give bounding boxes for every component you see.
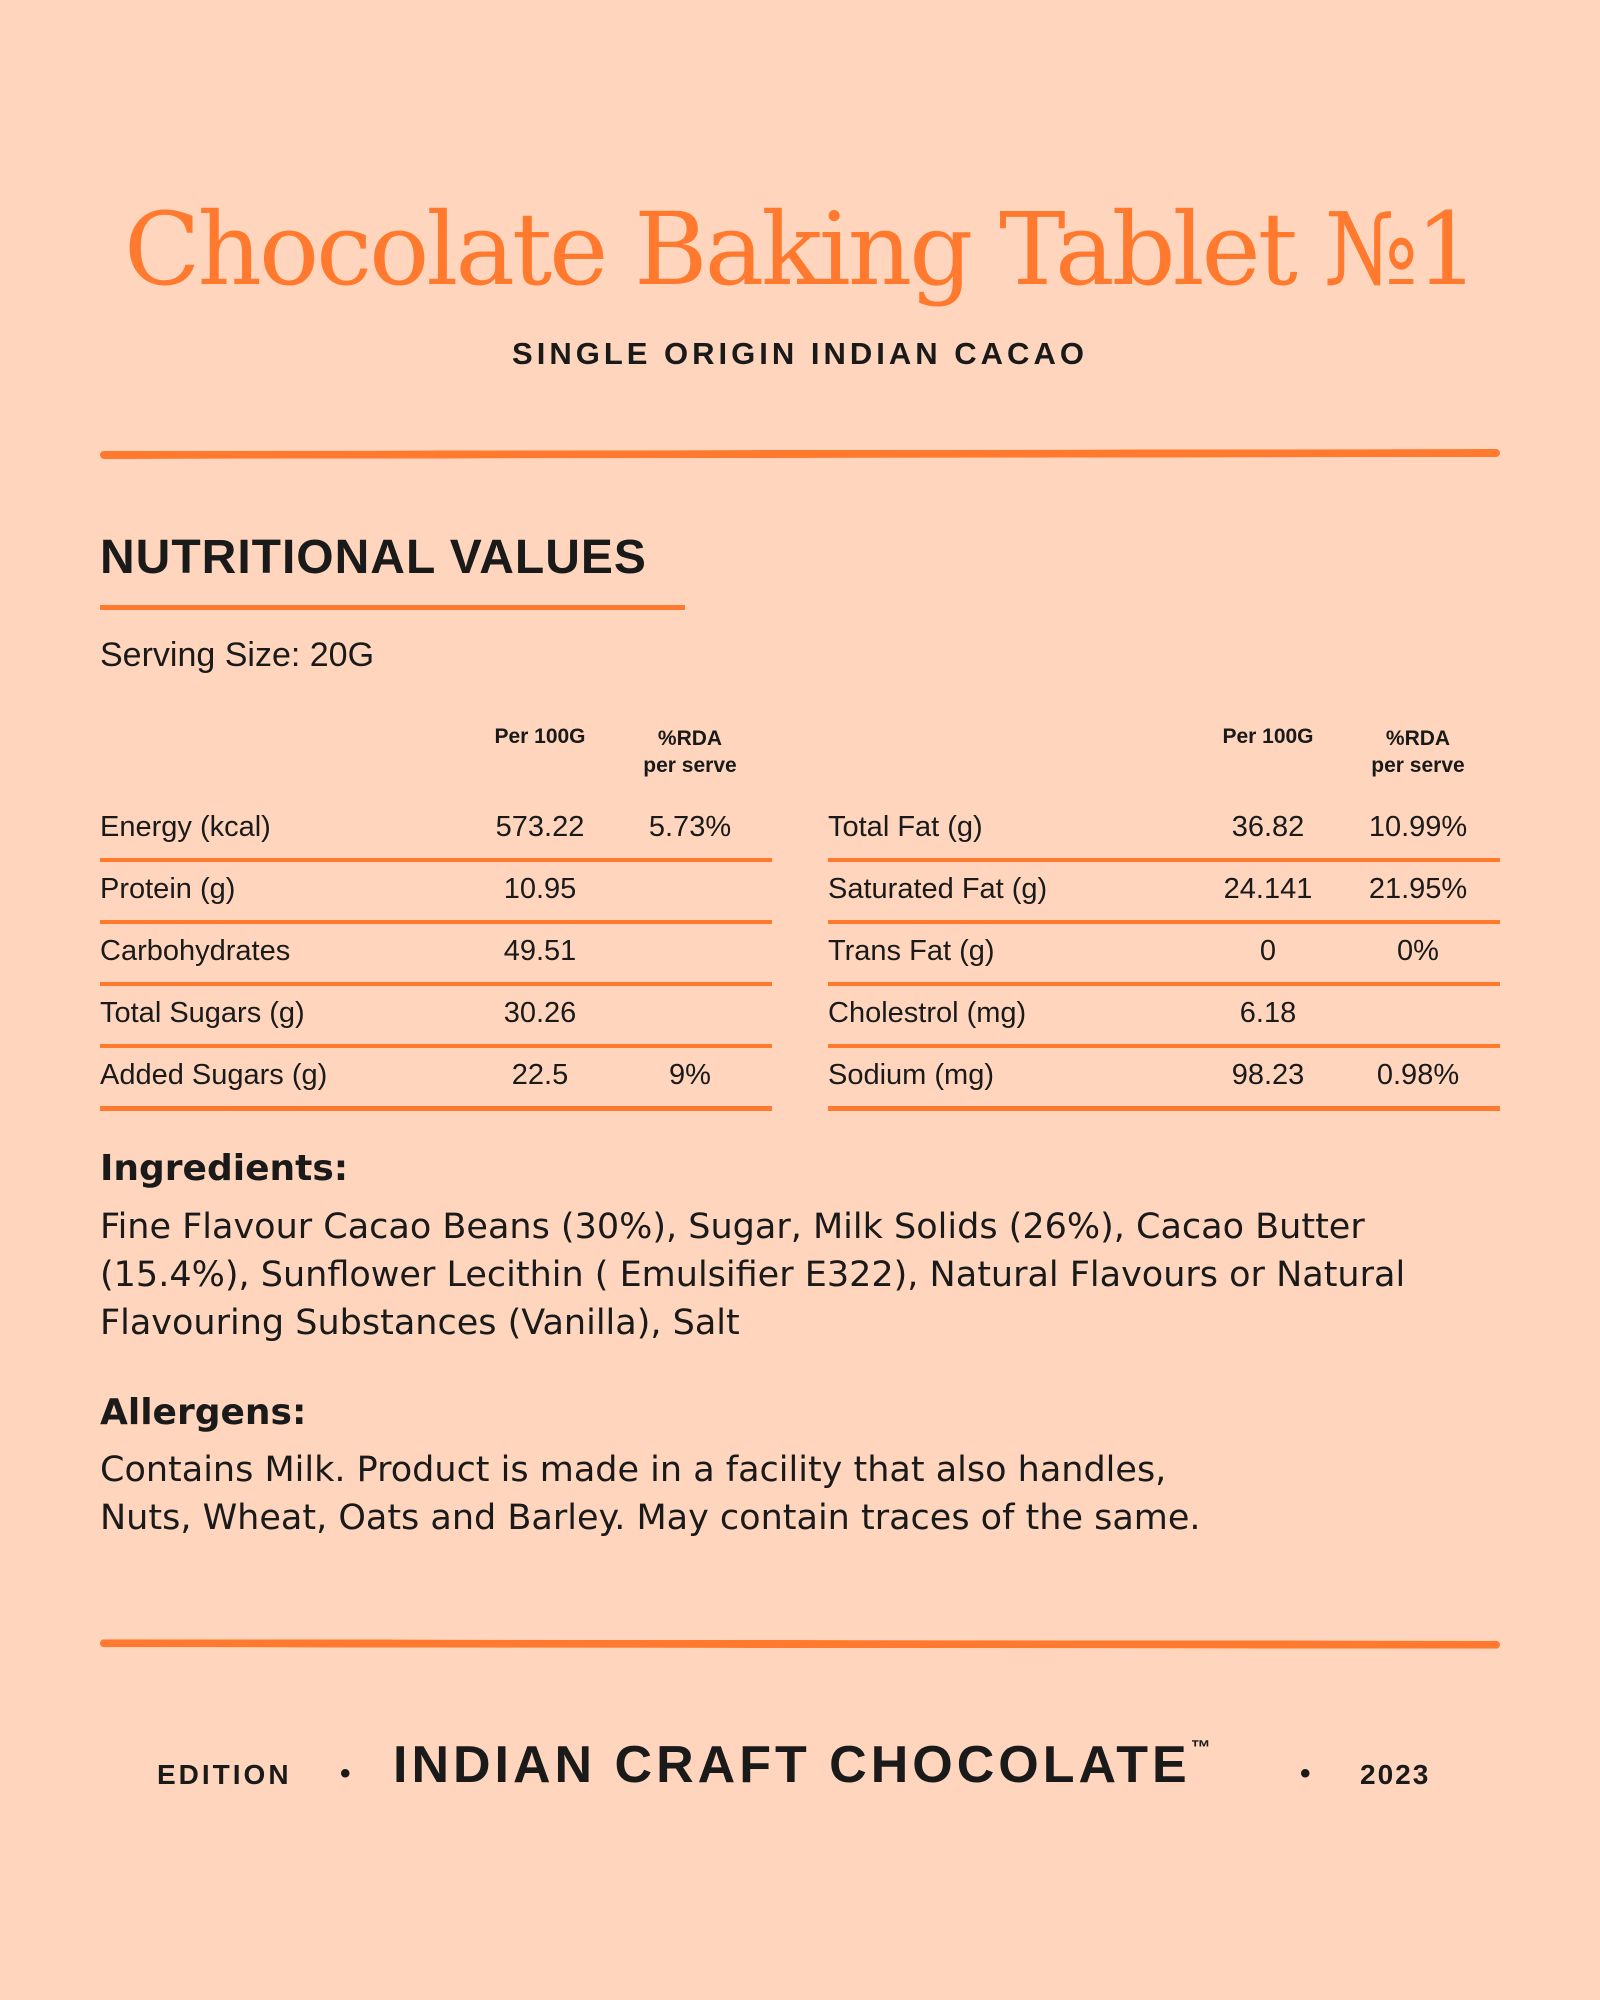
col-rda-header (1338, 725, 1498, 779)
table-header (828, 725, 1500, 800)
nutrient-per100: 6.18 (1239, 997, 1297, 1029)
nutrient-name: Total Sugars (g) (100, 997, 305, 1029)
footer-brand (393, 1735, 1283, 1795)
nutrient-per100: 30.26 (503, 997, 577, 1029)
nutrient-per100: 22.5 (511, 1059, 569, 1091)
col-rda-header-line1: %RDA (657, 727, 723, 750)
col-rda-header-line2: per serve (1371, 754, 1465, 777)
footer (0, 1735, 1600, 1815)
table-row (100, 862, 772, 924)
nutrient-per100: 573.22 (495, 811, 585, 843)
nutrient-name: Trans Fat (g) (828, 935, 995, 967)
col-rda-header (610, 725, 770, 779)
table-row (100, 800, 772, 862)
col-rda-header-line1: %RDA (1385, 727, 1451, 750)
bottom-divider (100, 1639, 1500, 1648)
footer-bullet-icon: • (340, 1757, 351, 1790)
nutrient-per100: 49.51 (503, 935, 577, 967)
table-row (100, 986, 772, 1048)
nutrient-rda: 0.98% (1376, 1059, 1460, 1091)
nutrient-rda: 5.73% (648, 811, 732, 843)
product-title: Chocolate Baking Tablet №1 (124, 191, 1476, 308)
footer-edition: EDITION (157, 1759, 292, 1790)
nutrient-per100: 36.82 (1231, 811, 1305, 843)
col-rda-header-line2: per serve (643, 754, 737, 777)
brand-name: INDIAN CRAFT CHOCOLATE (393, 1736, 1191, 1794)
ingredients-text: Fine Flavour Cacao Beans (30%), Sugar, Milk Solids (26%), Cacao Butter (15.4%), Sunflower Lecithin ( Emulsifier E322), Natural Flavours or Natural Flavouring Substances (Vanilla), Salt (100, 1207, 1406, 1343)
allergens-line-1: Contains Milk. Product is made in a facility that also handles, (100, 1450, 1167, 1490)
nutrient-name: Total Fat (g) (828, 811, 983, 843)
allergens-line-2: Nuts, Wheat, Oats and Barley. May contain traces of the same. (100, 1498, 1201, 1538)
product-subtitle: SINGLE ORIGIN INDIAN CACAO (512, 336, 1088, 371)
nutrient-name: Protein (g) (100, 873, 236, 905)
nutrition-table-left (100, 725, 772, 1111)
nutrient-name: Energy (kcal) (100, 811, 271, 843)
ingredients-heading: Ingredients: (100, 1148, 349, 1189)
table-row (828, 862, 1500, 924)
allergens-text (100, 1446, 1520, 1542)
nutrient-per100: 0 (1259, 935, 1277, 967)
table-row (100, 924, 772, 986)
footer-year: 2023 (1360, 1759, 1431, 1790)
nutrient-name: Carbohydrates (100, 935, 291, 967)
allergens-heading: Allergens: (100, 1392, 307, 1433)
table-header (100, 725, 772, 800)
nutrient-rda: 10.99% (1368, 811, 1468, 843)
nutrition-heading-underline (100, 605, 685, 610)
nutrition-table-right (828, 725, 1500, 1111)
footer-bullet-icon: • (1300, 1757, 1311, 1790)
serving-size: Serving Size: 20G (100, 636, 375, 674)
nutrient-per100: 24.141 (1223, 873, 1313, 905)
nutrient-name: Sodium (mg) (828, 1059, 994, 1091)
nutrient-per100: 10.95 (503, 873, 577, 905)
table-row (828, 986, 1500, 1048)
nutrient-name: Cholestrol (mg) (828, 997, 1027, 1029)
nutrient-name: Added Sugars (g) (100, 1059, 328, 1091)
nutrient-rda: 9% (669, 1059, 711, 1091)
table-row (828, 924, 1500, 986)
top-divider (100, 449, 1500, 459)
table-row (828, 800, 1500, 862)
nutrient-name: Saturated Fat (g) (828, 873, 1048, 905)
nutrition-heading: NUTRITIONAL VALUES (100, 531, 647, 584)
nutrient-per100: 98.23 (1231, 1059, 1305, 1091)
nutrient-rda: 0% (1397, 935, 1439, 967)
col-per100-header: Per 100G (494, 725, 586, 748)
nutrient-rda: 21.95% (1368, 873, 1468, 905)
table-row (100, 1048, 772, 1111)
trademark-icon: ™ (1190, 1737, 1211, 1759)
col-per100-header: Per 100G (1222, 725, 1314, 748)
table-row (828, 1048, 1500, 1111)
